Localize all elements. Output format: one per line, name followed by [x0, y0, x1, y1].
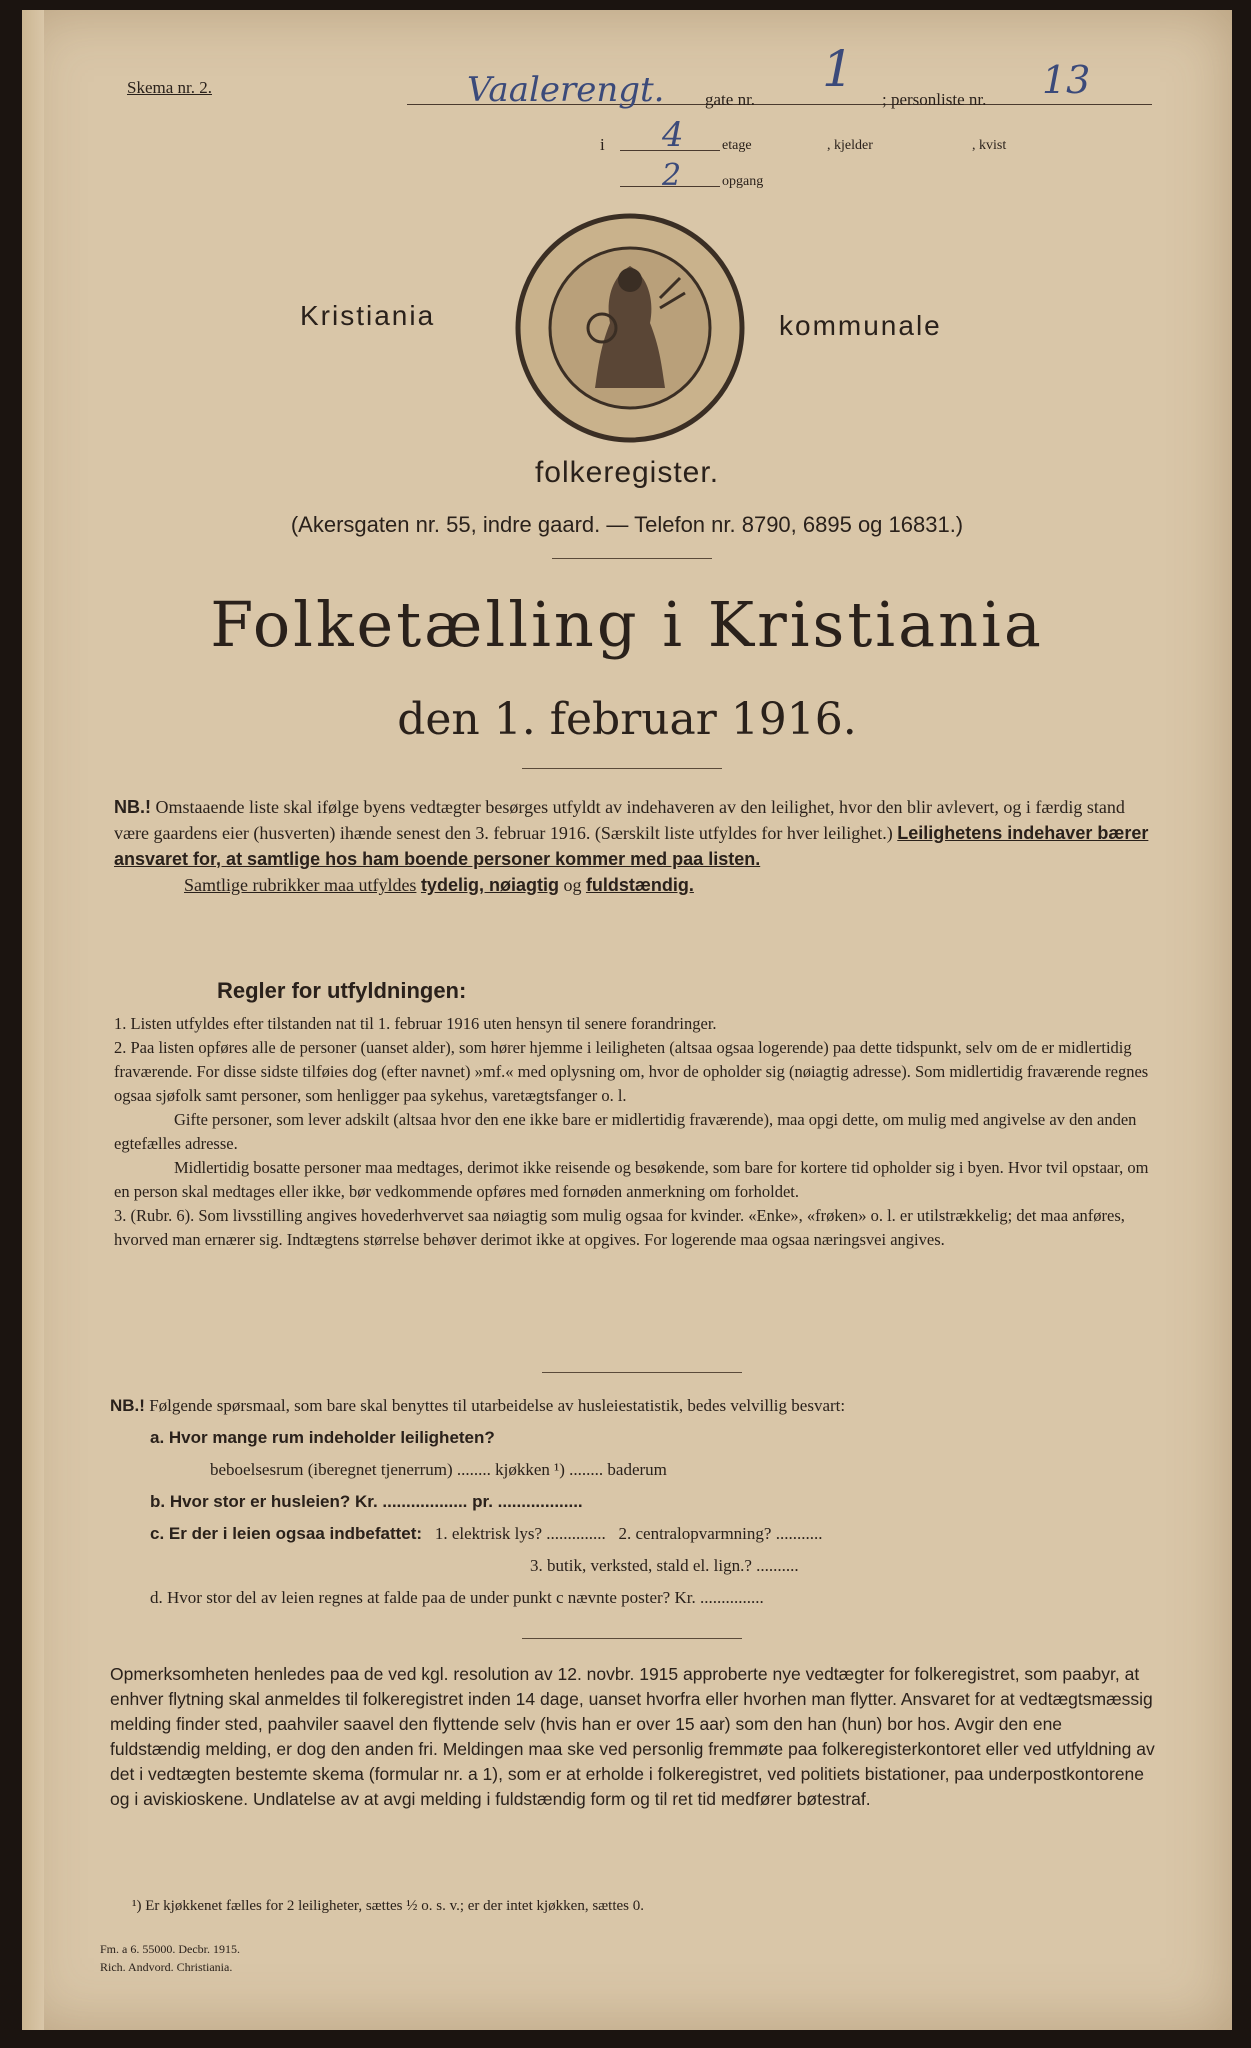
gate-nr-value: 1: [822, 40, 854, 98]
rule-3: 3. (Rubr. 6). Som livsstilling angives hovederhvervet saa nøiagtig som mulig ogsaa for kvinder. «Enke», «frøken» o. l. er utilstrækkelig; det maa anføres, hvorved man ernærer sig. Indtægtens størrelse behøver derimot ikke at opgives. For logerende maa ogsaa næringsvei angives.: [114, 1206, 1125, 1249]
office-name: folkeregister.: [534, 456, 720, 489]
schema-number: Skema nr. 2.: [127, 78, 212, 97]
rule-1: 1. Listen utfyldes efter tilstanden nat til 1. februar 1916 uten hensyn til senere forandringer.: [114, 1014, 717, 1033]
question-c: c. Er der i leien ogsaa indbefattet:: [150, 1524, 423, 1543]
kvist-label: , kvist: [972, 138, 1007, 153]
main-title: Folketælling i Kristiania: [210, 588, 1044, 661]
opgang-value: 2: [662, 158, 682, 193]
personliste-value: 13: [1042, 58, 1091, 102]
notice-paragraph: Opmerksomheten henledes paa de ved kgl. resolution av 12. novbr. 1915 approberte nye vedtægter for folkeregistret, som paabyr, at enhver flytning skal anmeldes til folkeregistret inden 14 dage, uanset hvorfra eller hvorhen man flytter. Ansvaret for at vedtægtsmæssig melding finder sted, paahviler saavel den flyttende selv (hvis han er over 15 aar) som den han (hun) bor hos. Avgir den ene fuldstændig melding, er dog den anden fri. Meldingen maa ske ved personlig fremmøte paa folkeregisterkontoret eller ved utfyldning av det i vedtægten bestemte skema (formular nr. a 1), som er at erholde i folkeregistret, ved politiets bistationer, paa underpostkontorene og i aviskioskene. Undlatelse av at avgi melding i fuldstændig form og til ret tid medfører bøtestraf.: [110, 1664, 1155, 1809]
question-c3: 3. butik, verksted, stald el. lign.? ..........: [530, 1556, 799, 1575]
divider: [522, 1638, 742, 1639]
office-left: Kristiania: [300, 300, 436, 331]
rules-list: [114, 1012, 1154, 1252]
question-b: b. Hvor stor er husleien? Kr. .................. pr. ..................: [150, 1492, 583, 1511]
question-a: a. Hvor mange rum indeholder leiligheten?: [150, 1428, 495, 1447]
question-a-line: beboelsesrum (iberegnet tjenerrum) ........ kjøkken ¹) ........ baderum: [210, 1460, 667, 1479]
rule-2b: Gifte personer, som lever adskilt (altsaa hvor den ene ikke bare er midlertidig fraværende), maa opgi dette, om mulig med angivelse av den anden egtefælles adresse.: [114, 1110, 1137, 1153]
question-d: d. Hvor stor del av leien regnes at falde paa de under punkt c nævnte poster? Kr. ...............: [150, 1588, 764, 1607]
census-form-page: [22, 10, 1232, 2030]
gate-nr-label: gate nr.: [705, 90, 756, 109]
street-handwritten: Vaalerengt.: [467, 70, 665, 110]
footnote: ¹) Er kjøkkenet fælles for 2 leiligheter, sættes ½ o. s. v.; er der intet kjøkken, sættes 0.: [132, 1898, 644, 1914]
floor-value: 4: [662, 115, 684, 155]
rule-2c: Midlertidig bosatte personer maa medtages, derimot ikke reisende og besøkende, som bare for kortere tid opholder sig i byen. Hvor tvil opstaar, om en person skal medtages eller ikke, bør vedkommende opføres med fornøden anmerkning om forholdet.: [114, 1158, 1149, 1201]
kjelder-label: , kjelder: [827, 138, 873, 153]
rule-2: 2. Paa listen opføres alle de personer (uanset alder), som hører hjemme i leiligheten (altsaa ogsaa logerende) paa dette tidspunkt, selv om de er midlertidig fraværende. For disse sidste tilføies dog (efter navnet) »mf.« med oplysning om, hvor de opholder sig (nøiagtig adresse). Som midlertidig fraværende regnes ogsaa sjøfolk samt personer, som henligger paa sykehus, varetægtsfanger o. l.: [114, 1038, 1149, 1105]
divider: [542, 1372, 742, 1373]
opgang-label: opgang: [722, 174, 764, 189]
title-date: den 1. februar 1916.: [397, 694, 857, 745]
nb-section-1: NB.! Omstaaende liste skal ifølge byens vedtægter besørges utfyldt av indehaveren av den leilighet, hvor den blir avlevert, og i færdig stand være gaardens eier (husverten) ihænde senest den 3. februar 1916. (Særskilt liste utfyldes for hver leilighet.) Leilighetens indehaver bærer ansvaret for, at samtlige hos ham boende personer kommer med paa listen. Samtlige rubrikker maa utfyldes tydelig, nøiagtig og fuldstændig.: [114, 797, 1149, 895]
rules-heading: Regler for utfyldningen:: [217, 978, 467, 1003]
personliste-label: ; personliste nr.: [882, 90, 987, 109]
imprint: Fm. a 6. 55000. Decbr. 1915. Rich. Andvord. Christiania.: [100, 1942, 240, 1974]
office-right: kommunale: [779, 310, 942, 341]
nb-section-2: NB.! Følgende spørsmaal, som bare skal benyttes til utarbeidelse av husleiestatistik, bedes velvillig besvart: a. Hvor mange rum indeholder leiligheten? beboelsesrum (iberegnet tjenerrum) ........ kjøkken ¹) ........ baderum b. Hvor stor er husleien? Kr. .................. pr. .................. c. Er der i leien ogsaa indbefattet: 1. elektrisk lys? .............. 2. centralopvarmning? ........... 3. butik, verksted, stald el. lign.? .......... d. Hvor stor del av leien regnes at falde paa de under punkt c nævnte poster? Kr. ...............: [110, 1390, 1155, 1614]
etage-label: etage: [722, 138, 752, 153]
floor-prefix: i: [600, 135, 605, 154]
divider: [522, 768, 722, 769]
divider: [552, 558, 712, 559]
office-address: (Akersgaten nr. 55, indre gaard. — Telefon nr. 8790, 6895 og 16831.): [290, 512, 964, 537]
city-seal-icon: [510, 208, 750, 448]
